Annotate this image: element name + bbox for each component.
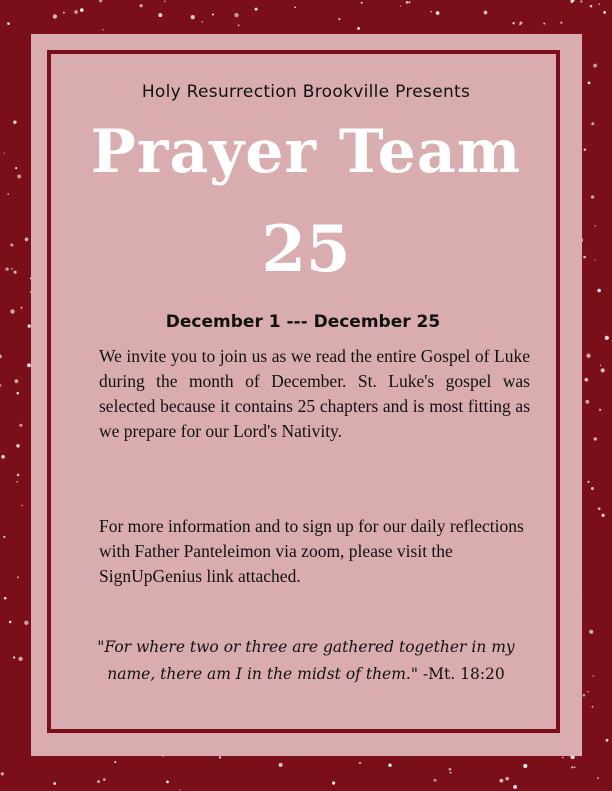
quote-citation: -Mt. 18:20 bbox=[422, 665, 505, 683]
intro-paragraph: We invite you to join us as we read the entire Gospel of Luke during the month of December. St. Luke's gospel was selected because it contains 25 chapters and is most fitting as we prepare for our Lord's Nativity. bbox=[99, 346, 530, 441]
date-range: December 1 --- December 25 bbox=[165, 312, 441, 332]
title-number: 25 bbox=[261, 212, 351, 287]
quote-text: "For where two or three are gathered together in my name, there am I in the midst of them." bbox=[97, 638, 515, 683]
info-paragraph: For more information and to sign up for our daily reflections with Father Panteleimon via zoom, please visit the SignUpGenius link attached. bbox=[99, 516, 524, 586]
scripture-quote bbox=[80, 634, 532, 688]
presents-line: Holy Resurrection Brookville Presents bbox=[141, 82, 471, 102]
page-title: Prayer Team bbox=[90, 117, 522, 187]
